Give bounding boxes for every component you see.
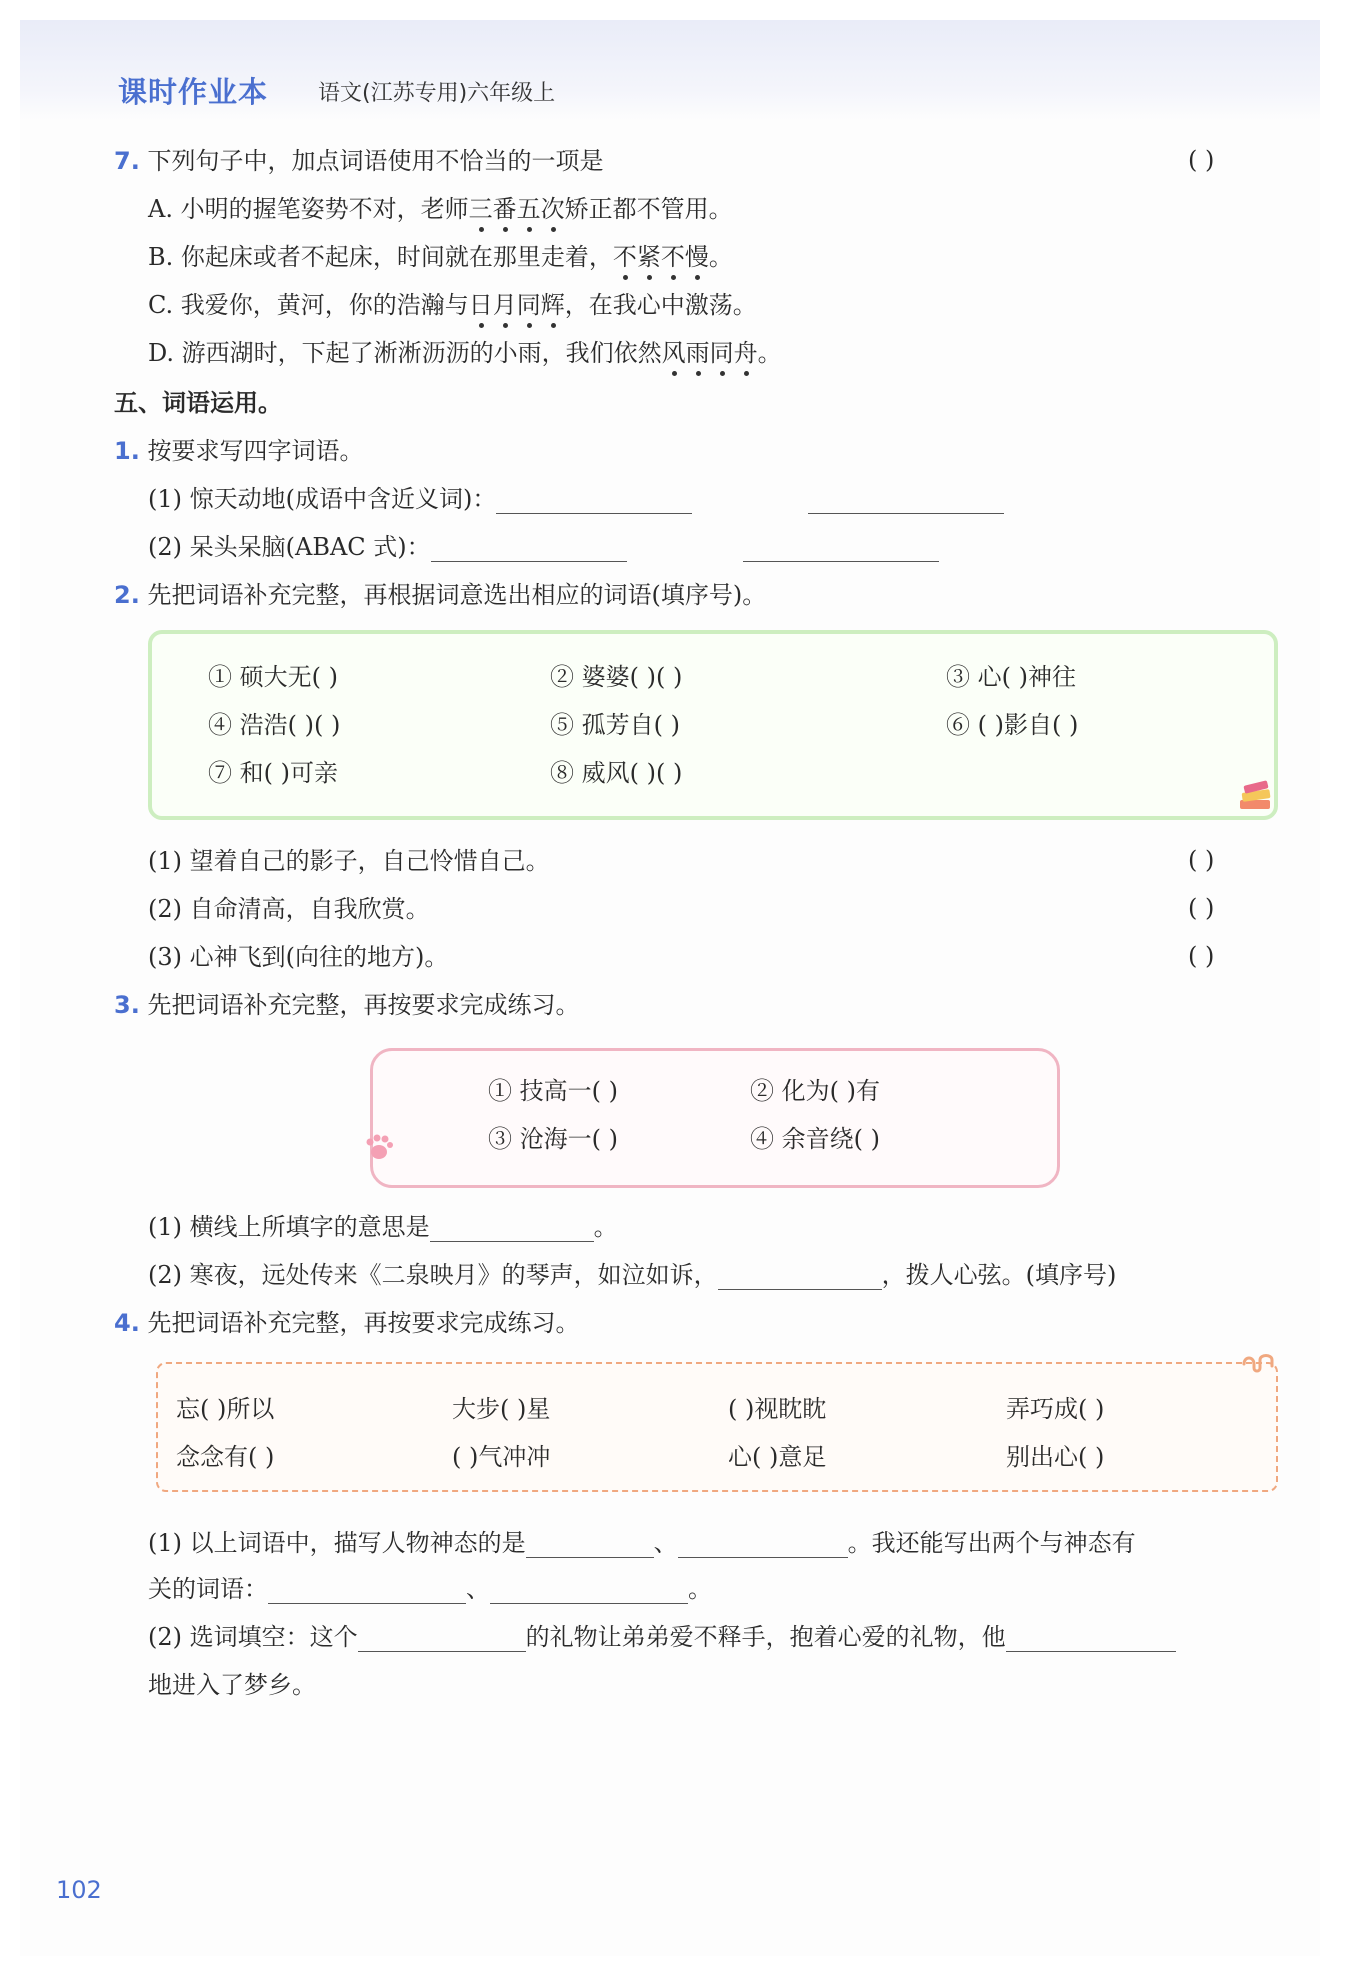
q4-sub1-text: 。我还能写出两个与神态有: [847, 1529, 1136, 1557]
q1-sub1: [148, 484, 1004, 514]
answer-blank[interactable]: [430, 1215, 594, 1242]
answer-blank[interactable]: [358, 1625, 526, 1652]
q7-option-d: [148, 338, 782, 368]
box-item: ( )视眈眈: [728, 1395, 827, 1423]
dotted-word: 日月同辉: [468, 291, 565, 319]
q2-sub3: (3) 心神飞到(向往的地方)。: [148, 943, 449, 971]
q4-sub2-line2: 地进入了梦乡。: [148, 1671, 316, 1699]
box-item: 别出心( ): [1006, 1443, 1105, 1471]
q4-text: 先把词语补充完整，再按要求完成练习。: [147, 1309, 580, 1337]
option-text: 矫正都不管用。: [564, 195, 733, 223]
separator: 、: [466, 1575, 490, 1603]
punctuation: 。: [688, 1575, 712, 1603]
q4-sub1-line1: [148, 1528, 1136, 1558]
q1-number: 1.: [114, 437, 140, 465]
q2-stem: [114, 580, 766, 610]
option-text: 。: [708, 243, 733, 271]
box-item: ⑤ 孤芳自( ): [550, 711, 680, 739]
book-subtitle: 语文(江苏专用)六年级上: [318, 81, 556, 106]
book-stack-icon: [1236, 778, 1276, 818]
box-item: ⑧ 威风( )( ): [550, 759, 683, 787]
box-item: 大步( )星: [452, 1395, 551, 1423]
answer-blank[interactable]: [808, 487, 1004, 514]
q3-stem: [114, 990, 579, 1020]
q3-sub2-text: (2) 寒夜，远处传来《二泉映月》的琴声，如泣如诉，: [148, 1261, 718, 1289]
q3-sub2-tail: ，拨人心弦。(填序号): [881, 1261, 1117, 1289]
paw-print-icon: [362, 1130, 396, 1164]
box-item: ⑦ 和( )可亲: [208, 759, 338, 787]
q4-sub1-text: (1) 以上词语中，描写人物神态的是: [148, 1529, 526, 1557]
option-text: ，在我心中激荡。: [564, 291, 757, 319]
answer-blank[interactable]: [1006, 1625, 1176, 1652]
word-box-pink: [370, 1048, 1060, 1188]
q1-sub2: [148, 532, 939, 562]
q7-stem: [114, 146, 603, 176]
answer-blank[interactable]: [718, 1263, 882, 1290]
q4-sub2-text: (2) 选词填空：这个: [148, 1623, 358, 1651]
q2-sub1: (1) 望着自己的影子，自己怜惜自己。: [148, 847, 550, 875]
book-title: 课时作业本: [118, 75, 269, 109]
separator: 、: [653, 1529, 678, 1557]
q3-sub1-text: (1) 横线上所填字的意思是: [148, 1213, 430, 1241]
answer-paren[interactable]: ( ): [1188, 894, 1215, 922]
section-title: 五、词语运用。: [114, 389, 282, 417]
box-item: ② 婆婆( )( ): [550, 663, 683, 691]
box-item: 弄巧成( ): [1006, 1395, 1105, 1423]
q2-number: 2.: [114, 581, 140, 609]
dotted-word: 三番五次: [468, 195, 565, 223]
answer-blank[interactable]: [268, 1577, 466, 1604]
answer-blank[interactable]: [678, 1531, 848, 1558]
q4-sub1-text: 关的词语：: [148, 1575, 268, 1603]
box-item: ( )气冲冲: [452, 1443, 551, 1471]
option-text: B. 你起床或者不起床，时间就在那里走着，: [148, 243, 613, 271]
box-item: ④ 浩浩( )( ): [208, 711, 341, 739]
q1-text: 按要求写四字词语。: [147, 437, 364, 465]
q3-number: 3.: [114, 991, 140, 1019]
box-item: ① 技高一( ): [488, 1077, 618, 1105]
punctuation: 。: [593, 1213, 618, 1241]
dotted-word: 不紧不慢: [612, 243, 709, 271]
q1-sub1-text: (1) 惊天动地(成语中含近义词)：: [148, 485, 497, 513]
q3-sub2: [148, 1260, 1116, 1290]
paperclip-icon: [1238, 1350, 1282, 1378]
box-item: 心( )意足: [728, 1443, 827, 1471]
q3-text: 先把词语补充完整，再按要求完成练习。: [147, 991, 580, 1019]
q7-number: 7.: [114, 147, 140, 175]
option-text: D. 游西湖时，下起了淅淅沥沥的小雨，我们依然: [148, 339, 662, 367]
answer-blank[interactable]: [526, 1531, 654, 1558]
box-item: 念念有( ): [176, 1443, 275, 1471]
q2-text: 先把词语补充完整，再根据词意选出相应的词语(填序号)。: [147, 581, 767, 609]
q4-sub2-text: 的礼物让弟弟爱不释手，抱着心爱的礼物，他: [525, 1623, 1006, 1651]
q7-answer-paren[interactable]: ( ): [1188, 146, 1215, 174]
q4-stem: [114, 1308, 579, 1338]
option-text: C. 我爱你，黄河，你的浩瀚与: [148, 291, 469, 319]
q1-stem: [114, 436, 363, 466]
q7-text: 下列句子中，加点词语使用不恰当的一项是: [147, 147, 604, 175]
answer-paren[interactable]: ( ): [1188, 846, 1215, 874]
box-item: ③ 心( )神往: [946, 663, 1076, 691]
answer-blank[interactable]: [743, 535, 939, 562]
box-item: ③ 沧海一( ): [488, 1125, 618, 1153]
box-item: ④ 余音绕( ): [750, 1125, 880, 1153]
option-text: 。: [757, 339, 782, 367]
q3-sub1: [148, 1212, 618, 1242]
answer-blank[interactable]: [496, 487, 692, 514]
q1-sub2-text: (2) 呆头呆脑(ABAC 式)：: [148, 533, 431, 561]
option-text: A. 小明的握笔姿势不对，老师: [148, 195, 469, 223]
q4-sub2-line1: [148, 1622, 1176, 1652]
q7-option-c: [148, 290, 757, 320]
box-item: ① 硕大无( ): [208, 663, 338, 691]
dotted-word: 风雨同舟: [661, 339, 758, 367]
word-box-orange: [156, 1362, 1278, 1492]
q2-sub2: (2) 自命清高，自我欣赏。: [148, 895, 430, 923]
q4-number: 4.: [114, 1309, 140, 1337]
box-item: 忘( )所以: [176, 1395, 275, 1423]
q7-option-b: [148, 242, 733, 272]
q7-option-a: [148, 194, 733, 224]
page-number: 102: [56, 1876, 102, 1904]
q4-sub1-line2: [148, 1574, 712, 1604]
answer-blank[interactable]: [490, 1577, 688, 1604]
answer-blank[interactable]: [431, 535, 627, 562]
answer-paren[interactable]: ( ): [1188, 942, 1215, 970]
box-item: ② 化为( )有: [750, 1077, 880, 1105]
box-item: ⑥ ( )影自( ): [946, 711, 1079, 739]
